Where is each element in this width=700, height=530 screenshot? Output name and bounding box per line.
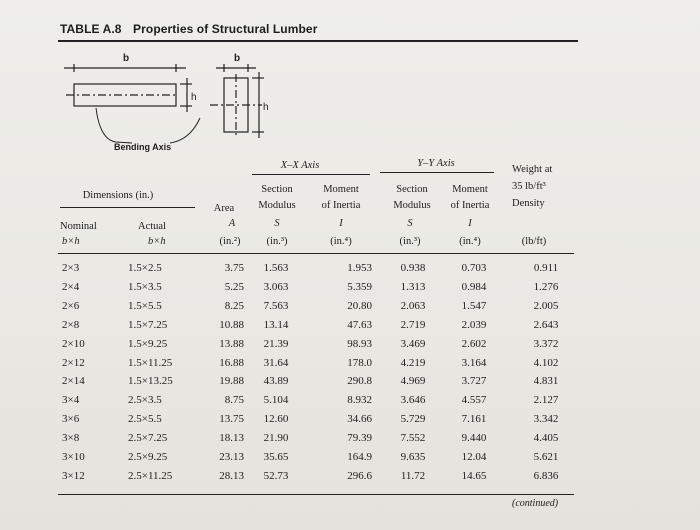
header-unit-weight: (lb/ft) <box>521 236 547 247</box>
table-cell-iy: 4.557 <box>461 394 487 407</box>
title-rule <box>58 40 578 42</box>
table-cell-nominal: 2×6 <box>62 299 80 312</box>
table-cell-area: 19.88 <box>219 375 244 388</box>
table-cell-sx: 35.65 <box>263 451 289 463</box>
table-cell-sy: 2.719 <box>400 318 426 331</box>
table-cell-area: 5.25 <box>224 280 244 293</box>
table-cell-sx: 31.64 <box>263 356 289 369</box>
table-cell-sx: 3.063 <box>263 280 289 293</box>
header-unit-area: (in.²) <box>219 236 241 247</box>
table-cell-nominal: 3×10 <box>62 451 85 463</box>
table-cell-actual: 2.5×7.25 <box>128 432 168 445</box>
table-cell-sx: 21.90 <box>263 432 289 445</box>
table-cell-sx: 5.104 <box>263 394 289 407</box>
header-weight-2: 35 lb/ft³ <box>512 181 546 192</box>
table-cell-actual: 1.5×7.25 <box>128 318 168 331</box>
table-cell-w: 5.621 <box>533 451 559 463</box>
table-cell-actual: 1.5×2.5 <box>128 262 162 274</box>
table-cell-w: 1.276 <box>533 280 559 293</box>
table-cell-area: 8.75 <box>224 394 244 407</box>
b-label-flat: b <box>123 53 130 64</box>
table-cell-sy: 2.063 <box>400 299 426 312</box>
upright-beam-drawing <box>210 64 264 138</box>
header-xx-moment-2: of Inertia <box>321 200 361 211</box>
header-xx-axis: X–X Axis <box>280 160 320 171</box>
table-cell-iy: 2.039 <box>461 318 487 331</box>
table-cell-ix: 98.93 <box>347 337 372 350</box>
bending-axis-label: Bending Axis <box>114 142 172 152</box>
table-cell-actual: 2.5×11.25 <box>128 469 173 482</box>
table-cell-nominal: 3×12 <box>62 469 85 482</box>
table-cell-w: 4.405 <box>533 432 559 445</box>
table-cell-nominal: 3×4 <box>62 394 80 407</box>
table-cell-sx: 13.14 <box>263 318 289 331</box>
header-unit-sx: (in.³) <box>266 236 288 247</box>
table-cell-sy: 3.469 <box>400 337 426 350</box>
header-sym-iy: I <box>468 218 472 229</box>
bending-axis-leader <box>96 108 132 143</box>
table-cell-iy: 2.602 <box>461 337 487 350</box>
table-cell-nominal: 2×8 <box>62 318 80 331</box>
table-cell-iy: 0.703 <box>461 262 487 274</box>
table-cell-w: 4.102 <box>533 356 559 369</box>
table-cell-actual: 2.5×3.5 <box>128 394 162 407</box>
header-xx-moment-1: Moment <box>323 184 359 195</box>
table-cell-area: 23.13 <box>219 451 244 463</box>
table-cell-sx: 1.563 <box>263 262 289 274</box>
table-cell-w: 2.005 <box>533 299 559 312</box>
table-cell-actual: 1.5×5.5 <box>128 299 162 312</box>
header-bxh-nominal: b×h <box>62 236 80 247</box>
header-sym-sx: S <box>274 218 280 229</box>
table-cell-area: 13.75 <box>219 413 244 426</box>
table-cell-iy: 7.161 <box>461 413 487 426</box>
header-nominal: Nominal <box>60 221 97 232</box>
table-cell-ix: 79.39 <box>347 432 372 445</box>
cross-section-diagram <box>50 48 310 168</box>
table-title <box>60 22 317 36</box>
table-cell-ix: 1.953 <box>347 262 372 274</box>
header-sym-a: A <box>228 218 236 229</box>
table-cell-nominal: 3×8 <box>62 432 80 445</box>
table-cell-area: 13.88 <box>219 337 244 350</box>
table-cell-sy: 1.313 <box>400 280 426 293</box>
header-weight-3: Density <box>512 198 545 209</box>
table-cell-sy: 4.219 <box>400 356 426 369</box>
table-cell-w: 2.643 <box>533 318 559 331</box>
table-number: TABLE A.8 <box>60 22 122 36</box>
header-bottom-rule <box>58 253 574 254</box>
table-title-text: Properties of Structural Lumber <box>133 22 318 36</box>
table-cell-actual: 2.5×5.5 <box>128 413 162 426</box>
table-cell-iy: 14.65 <box>461 469 487 482</box>
table-cell-ix: 47.63 <box>347 318 372 331</box>
header-yy-moment-2: of Inertia <box>450 200 490 211</box>
table-bottom-rule <box>58 494 574 495</box>
header-unit-ix: (in.⁴) <box>330 236 352 247</box>
table-cell-area: 28.13 <box>219 469 244 482</box>
table-cell-iy: 9.440 <box>461 432 487 445</box>
table-cell-area: 16.88 <box>219 356 244 369</box>
header-weight-1: Weight at <box>512 164 553 175</box>
table-cell-actual: 1.5×13.25 <box>128 375 173 388</box>
table-cell-ix: 290.8 <box>347 375 372 388</box>
table-cell-area: 18.13 <box>219 432 244 445</box>
table-cell-ix: 34.66 <box>347 413 372 426</box>
header-area: Area <box>213 203 235 214</box>
table-cell-iy: 3.727 <box>461 375 487 388</box>
table-cell-iy: 0.984 <box>461 280 487 293</box>
header-sym-sy: S <box>407 218 413 229</box>
table-cell-ix: 5.359 <box>347 280 372 293</box>
b-label-upright: b <box>234 53 241 64</box>
table-cell-w: 4.831 <box>533 375 559 388</box>
table-cell-ix: 178.0 <box>347 356 372 369</box>
table-cell-actual: 2.5×9.25 <box>128 451 168 463</box>
table-cell-sy: 11.72 <box>400 469 426 482</box>
table-cell-nominal: 2×4 <box>62 280 80 293</box>
header-unit-iy: (in.⁴) <box>459 236 481 247</box>
header-unit-sy: (in.³) <box>399 236 421 247</box>
header-dimensions: Dimensions (in.) <box>82 190 154 201</box>
table-cell-nominal: 2×3 <box>62 262 80 274</box>
header-sym-ix: I <box>339 218 343 229</box>
h-label-upright: h <box>263 102 269 113</box>
table-cell-actual: 1.5×11.25 <box>128 356 173 369</box>
table-cell-iy: 3.164 <box>461 356 487 369</box>
table-cell-area: 8.25 <box>224 299 244 312</box>
flat-beam-drawing <box>64 64 192 112</box>
table-cell-sx: 52.73 <box>263 469 289 482</box>
table-cell-area: 3.75 <box>224 262 244 274</box>
table-cell-sx: 43.89 <box>263 375 289 388</box>
table-cell-ix: 20.80 <box>347 299 372 312</box>
table-cell-sy: 5.729 <box>400 413 426 426</box>
header-yy-section-1: Section <box>396 184 428 195</box>
table-cell-actual: 1.5×9.25 <box>128 337 168 350</box>
table-cell-ix: 8.932 <box>347 394 372 407</box>
header-actual: Actual <box>138 221 166 232</box>
table-cell-area: 10.88 <box>219 318 244 331</box>
table-cell-w: 0.911 <box>533 262 559 274</box>
bending-axis-leader-2 <box>170 118 200 143</box>
table-cell-sx: 7.563 <box>263 299 289 312</box>
h-label-flat: h <box>191 92 197 103</box>
table-cell-sy: 4.969 <box>400 375 426 388</box>
table-cell-nominal: 2×14 <box>62 375 85 388</box>
header-xx-section-1: Section <box>261 184 293 195</box>
header-yy-axis: Y–Y Axis <box>417 158 455 169</box>
table-cell-w: 6.836 <box>533 469 559 482</box>
table-cell-sy: 9.635 <box>400 451 426 463</box>
table-cell-nominal: 2×10 <box>62 337 85 350</box>
header-bxh-actual: b×h <box>148 236 166 247</box>
continued-note: (continued) <box>512 498 559 509</box>
dimensions-rule <box>60 207 195 208</box>
table-cell-w: 3.342 <box>533 413 559 426</box>
table-cell-ix: 164.9 <box>347 451 372 463</box>
table-cell-sy: 7.552 <box>400 432 426 445</box>
table-cell-ix: 296.6 <box>347 469 372 482</box>
table-cell-sx: 21.39 <box>263 337 289 350</box>
xx-axis-rule <box>252 174 370 175</box>
table-cell-sy: 3.646 <box>400 394 426 407</box>
table-cell-actual: 1.5×3.5 <box>128 280 162 293</box>
table-cell-sy: 0.938 <box>400 262 426 274</box>
table-cell-nominal: 3×6 <box>62 413 80 426</box>
header-yy-moment-1: Moment <box>452 184 488 195</box>
header-yy-section-2: Modulus <box>393 200 431 211</box>
table-cell-iy: 1.547 <box>461 299 487 312</box>
table-cell-nominal: 2×12 <box>62 356 85 369</box>
table-cell-iy: 12.04 <box>461 451 487 463</box>
yy-axis-rule <box>380 172 494 173</box>
table-cell-w: 3.372 <box>533 337 559 350</box>
header-xx-section-2: Modulus <box>258 200 296 211</box>
table-cell-w: 2.127 <box>533 394 559 407</box>
table-cell-sx: 12.60 <box>263 413 289 426</box>
